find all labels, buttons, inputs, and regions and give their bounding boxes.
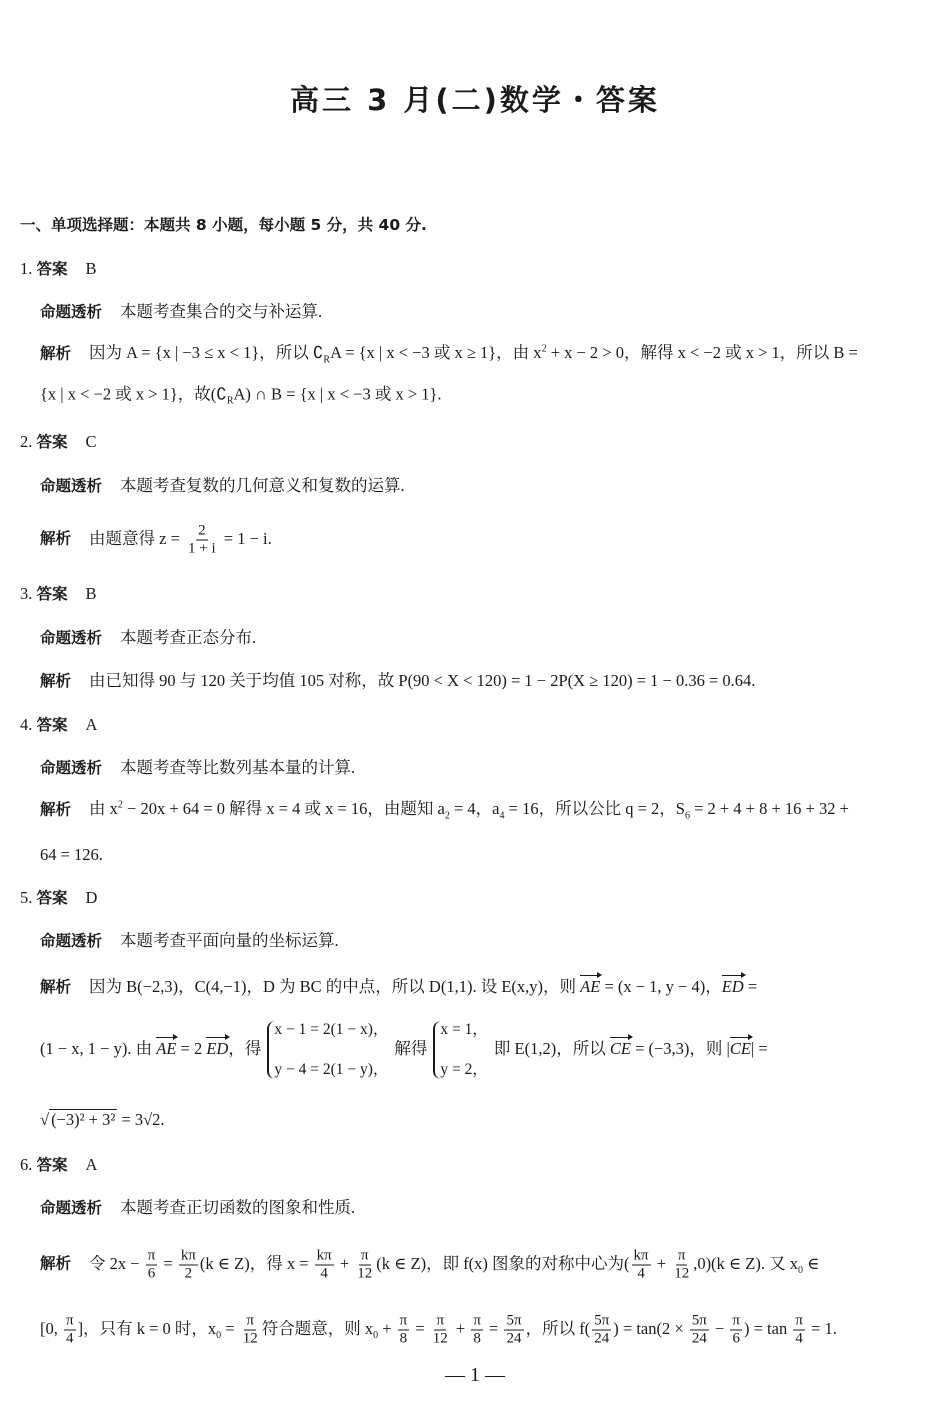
intent-label: 命题透析	[40, 629, 103, 647]
analysis-line	[40, 340, 858, 371]
fraction-denominator: 12	[432, 1330, 448, 1347]
math-text: = 1.	[806, 1318, 837, 1338]
question-number: 6.	[20, 1155, 33, 1174]
math-text: =	[159, 1253, 177, 1273]
math-text: 即 E(1,2)，所以	[493, 1038, 610, 1058]
answer-label: 答案	[36, 716, 68, 734]
math-text: | =	[750, 1038, 768, 1058]
math-text: 解得	[394, 1038, 428, 1058]
fraction-numerator: π	[436, 1312, 445, 1329]
answer-line	[20, 584, 97, 604]
math-text: = 1 − i.	[219, 528, 272, 548]
math-text: (k ∈ Z)，得 x =	[199, 1253, 313, 1273]
fraction-numerator: π	[360, 1247, 369, 1264]
answer-line	[20, 432, 97, 452]
fraction	[186, 523, 218, 558]
equation-system	[433, 1021, 488, 1079]
intent-text: 本题考查复数的几何意义和复数的运算.	[120, 476, 405, 495]
fraction-denominator: 6	[732, 1330, 740, 1347]
fraction-denominator: 6	[147, 1265, 156, 1282]
intent-label: 命题透析	[40, 1199, 103, 1217]
vector: AE	[580, 973, 600, 997]
math-text: =	[411, 1318, 429, 1338]
math-text: = 4，a	[449, 799, 500, 819]
fraction-numerator: π	[66, 1312, 74, 1329]
fraction-denominator: 24	[594, 1330, 610, 1347]
fraction-denominator: 12	[674, 1265, 690, 1282]
math-text: − 20x + 64 = 0 解得 x = 4 或 x = 16，由题知 a	[122, 799, 445, 819]
intent-text: 本题考查等比数列基本量的计算.	[120, 758, 356, 777]
analysis-label: 解析	[40, 672, 72, 690]
vector: CE	[610, 1035, 631, 1059]
fraction	[504, 1313, 523, 1348]
math-text: 符合题意，则 x	[261, 1318, 374, 1338]
equation-system	[267, 1021, 388, 1079]
math-text: = 3√2.	[117, 1110, 165, 1129]
analysis-line	[40, 523, 272, 558]
math-text: ，所以 f(	[525, 1318, 591, 1338]
answer-label: 答案	[36, 1156, 68, 1174]
math-text: 因为 B(−2,3)，C(4,−1)，D 为 BC 的中点，所以 D(1,1). 设 E(x,y)，则	[89, 977, 581, 996]
superscript: 2	[117, 799, 123, 811]
fraction	[690, 1313, 709, 1348]
vector: CE	[730, 1035, 751, 1059]
math-text: =	[221, 1318, 239, 1338]
fraction-numerator: π	[732, 1312, 740, 1329]
intent-line	[40, 476, 405, 496]
intent-label: 命题透析	[40, 303, 103, 321]
fraction-denominator: 24	[506, 1330, 522, 1347]
fraction-numerator: π	[399, 1312, 408, 1329]
equation: y − 4 = 2(1 − y)，	[274, 1061, 389, 1078]
answer-line	[20, 1155, 97, 1175]
answer-choice: B	[85, 259, 97, 278]
fraction	[146, 1248, 158, 1283]
analysis-line	[40, 845, 103, 865]
intent-line	[40, 1198, 355, 1218]
question-number: 2.	[20, 432, 33, 451]
math-text: A) ∩ B = {x | x < −3 或 x > 1}.	[233, 384, 442, 404]
fraction-denominator: 1 + i	[188, 540, 216, 557]
fraction-denominator: 4	[795, 1330, 803, 1347]
fraction-numerator: 2	[198, 522, 206, 539]
page-title: 高三 3 月(二)数学・答案	[290, 83, 660, 117]
fraction	[241, 1313, 260, 1348]
answer-line	[20, 259, 97, 279]
question-number: 3.	[20, 584, 33, 603]
math-text: (k ∈ Z)，即 f(x) 图象的对称中心为(	[376, 1253, 630, 1273]
subscript: 6	[684, 810, 690, 822]
math-text: =	[743, 977, 758, 996]
vector: ED	[722, 973, 744, 997]
math-text: +	[335, 1253, 354, 1273]
math-text: √	[40, 1110, 50, 1129]
analysis-line	[40, 1110, 165, 1130]
analysis-line	[40, 384, 442, 411]
fraction-numerator: π	[473, 1312, 481, 1329]
math-text: ∈	[802, 1253, 820, 1273]
answer-label: 答案	[36, 260, 68, 278]
fraction	[793, 1313, 805, 1348]
fraction-denominator: 4	[66, 1330, 74, 1347]
question-number: 5.	[20, 888, 33, 907]
subscript: 0	[797, 1265, 803, 1277]
answer-choice: A	[85, 715, 98, 734]
answer-label: 答案	[36, 585, 68, 603]
fraction-numerator: 5π	[691, 1312, 707, 1329]
fraction	[730, 1313, 742, 1348]
fraction-numerator: kπ	[180, 1247, 196, 1264]
fraction	[431, 1313, 450, 1348]
math-text: 因为 A = {x | −3 ≤ x < 1}，所以 ∁	[89, 343, 324, 363]
math-text: −	[710, 1318, 729, 1338]
question-number: 4.	[20, 715, 33, 734]
subscript: R	[323, 354, 331, 366]
analysis-line	[40, 796, 849, 827]
math-text: {x | x < −2 或 x > 1}，故(∁	[40, 384, 227, 404]
analysis-line	[40, 1021, 768, 1079]
square-root-radicand: (−3)² + 3²	[51, 1110, 116, 1129]
math-text: ) = tan(2 ×	[613, 1318, 688, 1338]
analysis-label: 解析	[40, 800, 72, 819]
analysis-line	[40, 671, 755, 691]
answer-choice: C	[85, 432, 97, 451]
answer-label: 答案	[36, 433, 68, 451]
fraction-numerator: kπ	[316, 1247, 332, 1264]
fraction-denominator: 24	[691, 1330, 707, 1347]
intent-text: 本题考查正态分布.	[120, 628, 257, 647]
fraction-denominator: 8	[473, 1330, 481, 1347]
fraction	[315, 1248, 334, 1283]
intent-line	[40, 302, 322, 322]
math-text: [0,	[40, 1318, 62, 1338]
subscript: 4	[499, 810, 505, 822]
question-number: 1.	[20, 259, 33, 278]
vector: ED	[206, 1035, 228, 1059]
vector: AE	[156, 1035, 176, 1059]
fraction-numerator: π	[795, 1312, 803, 1329]
math-text: A = {x | x < −3 或 x ≥ 1}，由 x	[330, 343, 542, 363]
intent-line	[40, 931, 339, 951]
math-text: + x − 2 > 0，解得 x < −2 或 x > 1，所以 B =	[546, 343, 858, 363]
math-text: +	[451, 1318, 470, 1338]
fraction	[592, 1313, 611, 1348]
fraction-denominator: 8	[399, 1330, 408, 1347]
fraction-denominator: 12	[357, 1265, 373, 1282]
math-text: 64 = 126.	[40, 845, 103, 864]
fraction-denominator: 12	[242, 1330, 258, 1347]
subscript: 0	[373, 1330, 379, 1342]
fraction-numerator: kπ	[633, 1247, 649, 1264]
math-text: +	[378, 1318, 396, 1338]
answer-line	[20, 888, 97, 908]
fraction-denominator: 2	[184, 1265, 193, 1282]
fraction	[64, 1313, 76, 1348]
analysis-line	[40, 1248, 819, 1283]
answer-choice: B	[85, 584, 97, 603]
math-text: 由已知得 90 与 120 关于均值 105 对称，故 P(90 < X < 120) = 1 − 2P(X ≥ 120) = 1 − 0.36 = 0.64.	[89, 671, 756, 690]
intent-text: 本题考查正切函数的图象和性质.	[120, 1198, 356, 1217]
math-text: = 2	[176, 1038, 207, 1058]
answer-choice: D	[85, 888, 98, 907]
analysis-label: 解析	[40, 344, 72, 363]
math-text: ，得	[228, 1038, 262, 1058]
fraction	[632, 1248, 651, 1283]
fraction-denominator: 4	[637, 1265, 645, 1282]
fraction	[471, 1313, 483, 1348]
intent-text: 本题考查平面向量的坐标运算.	[120, 931, 339, 950]
math-text: +	[652, 1253, 671, 1273]
fraction-numerator: π	[677, 1247, 686, 1264]
subscript: 2	[444, 810, 450, 822]
page-number: — 1 —	[445, 1364, 505, 1386]
math-text: 由 x	[89, 799, 118, 819]
analysis-line	[40, 1313, 837, 1348]
intent-line	[40, 628, 256, 648]
section-heading: 一、单项选择题：本题共 8 小题，每小题 5 分，共 40 分.	[20, 216, 427, 234]
intent-label: 命题透析	[40, 759, 103, 777]
fraction-numerator: 5π	[594, 1312, 610, 1329]
analysis-label: 解析	[40, 529, 72, 548]
answer-choice: A	[85, 1155, 98, 1174]
math-text: ,0)(k ∈ Z). 又 x	[693, 1253, 798, 1273]
equation: x = 1，	[440, 1021, 488, 1038]
analysis-line	[40, 973, 757, 997]
fraction	[672, 1248, 691, 1283]
subscript: 0	[216, 1330, 222, 1342]
subscript: R	[226, 395, 234, 407]
math-text: = 2 + 4 + 8 + 16 + 32 +	[689, 799, 849, 819]
analysis-label: 解析	[40, 978, 72, 996]
answer-label: 答案	[36, 889, 68, 907]
superscript: 2	[541, 343, 547, 355]
intent-label: 命题透析	[40, 932, 103, 950]
intent-text: 本题考查集合的交与补运算.	[120, 302, 323, 321]
fraction	[355, 1248, 374, 1283]
math-text: = 16，所以公比 q = 2，S	[504, 799, 685, 819]
math-text: ) = tan	[744, 1318, 792, 1338]
math-text: (1 − x, 1 − y). 由	[40, 1038, 157, 1058]
fraction-numerator: 5π	[506, 1312, 522, 1329]
math-text: =	[484, 1318, 503, 1338]
equation: x − 1 = 2(1 − x)，	[274, 1021, 389, 1038]
fraction	[179, 1248, 198, 1283]
analysis-label: 解析	[40, 1254, 72, 1273]
math-text: 令 2x −	[89, 1253, 144, 1273]
math-text: ]，只有 k = 0 时，x	[77, 1318, 217, 1338]
intent-label: 命题透析	[40, 477, 103, 495]
math-text: 由题意得 z =	[89, 528, 185, 548]
fraction	[398, 1313, 410, 1348]
answer-line	[20, 715, 97, 735]
intent-line	[40, 758, 355, 778]
math-text: = (−3,3)，则 |	[630, 1038, 730, 1058]
fraction-numerator: π	[246, 1312, 254, 1329]
fraction-numerator: π	[147, 1247, 156, 1264]
math-text: = (x − 1, y − 4)，	[600, 977, 722, 996]
fraction-denominator: 4	[320, 1265, 328, 1282]
equation: y = 2，	[440, 1061, 488, 1078]
